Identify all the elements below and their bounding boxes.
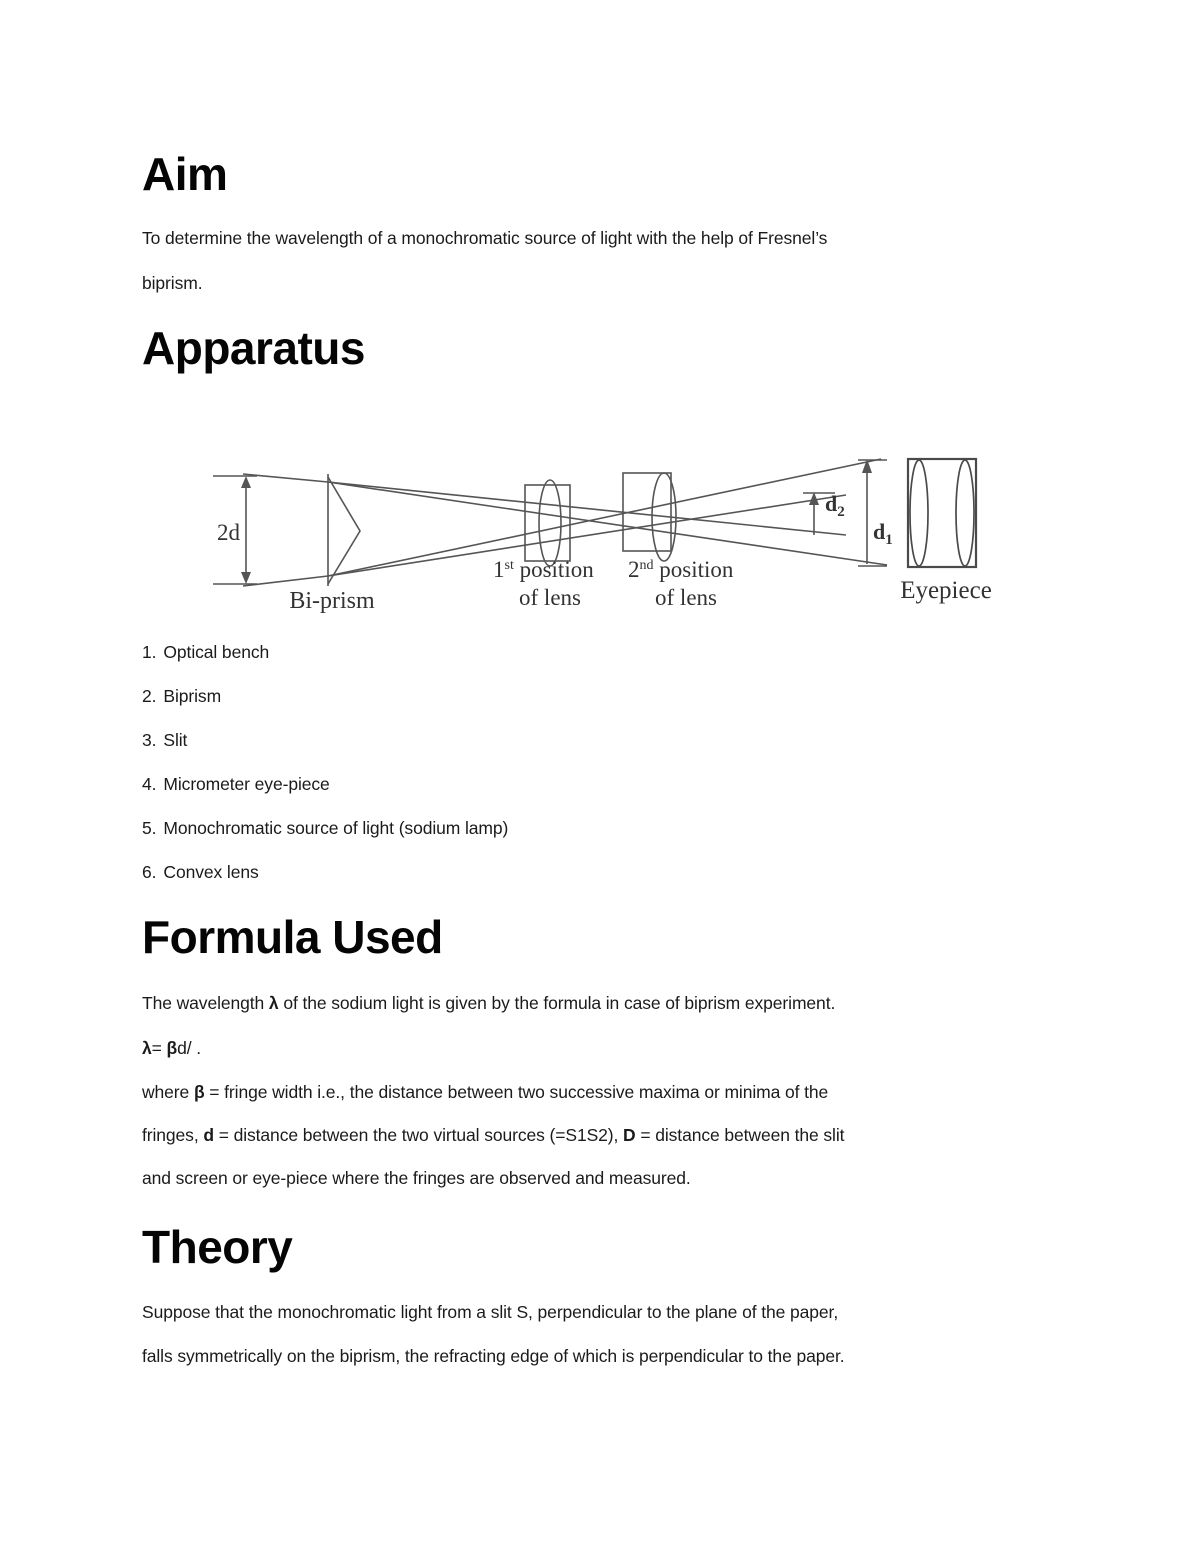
text-segment: = fringe width i.e., the distance between two successive maxima or minima of the [204,1082,829,1102]
label-lens2-position [628,557,734,582]
lens1-ordinal-suffix: st [504,558,514,573]
equation-rest: d/ . [177,1038,202,1058]
biprism-experiment-diagram [213,445,1013,627]
d1-subscript: 1 [885,532,893,548]
item-number: 3. [142,730,157,750]
text-segment: The wavelength [142,993,269,1013]
apparatus-item-5 [142,816,508,840]
apparatus-item-1 [142,640,269,664]
label-lens1-position [493,557,594,582]
item-label: Optical bench [163,642,270,662]
lambda-symbol: λ [268,993,279,1013]
lambda-symbol: λ [142,1038,152,1058]
text-segment: = distance between the two virtual sources (=S1S2), [213,1125,624,1145]
apparatus-item-6 [142,860,259,884]
d2-symbol: d [825,491,838,516]
d2-subscript: 2 [837,504,845,520]
d-symbol: d [203,1125,214,1145]
formula-paragraph-line5: and screen or eye-piece where the fringes are observed and measured. [142,1168,691,1188]
text-segment: fringes, [142,1125,204,1145]
label-d1 [873,519,893,548]
capital-d-symbol: D [623,1125,636,1145]
formula-paragraph-line3 [142,1080,828,1104]
aim-heading: Aim [142,148,228,200]
text-segment: where [142,1082,194,1102]
lens1-number: 1 [493,557,505,582]
item-number: 6. [142,862,157,882]
item-label: Micrometer eye-piece [163,774,330,794]
apparatus-item-2 [142,684,221,708]
aim-paragraph-line1: To determine the wavelength of a monochromatic source of light with the help of Fresnel’s [142,228,828,248]
item-number: 1. [142,642,157,662]
lens2-ordinal-suffix: nd [639,558,654,573]
apparatus-item-3 [142,728,187,752]
equals-sign: = [151,1038,167,1058]
item-label: Monochromatic source of light (sodium lamp) [163,818,509,838]
apparatus-heading: Apparatus [142,322,365,374]
label-biprism: Bi-prism [289,588,375,614]
formula-paragraph-line1 [142,991,835,1015]
item-label: Convex lens [163,862,259,882]
aim-paragraph-line2: biprism. [142,273,203,293]
lens1-position-word: position [513,557,594,582]
beta-symbol: β [193,1082,205,1102]
apparatus-item-4 [142,772,330,796]
label-2d: 2d [217,520,240,545]
formula-paragraph-line4 [142,1123,844,1147]
beta-symbol: β [166,1038,178,1058]
item-number: 5. [142,818,157,838]
item-number: 4. [142,774,157,794]
text-segment: of the sodium light is given by the formula in case of biprism experiment. [278,993,836,1013]
eyepiece-drawing [908,459,976,567]
text-segment: = distance between the slit [635,1125,845,1145]
label-lens2-of-lens: of lens [655,585,717,610]
item-label: Slit [163,730,188,750]
theory-paragraph-line1: Suppose that the monochromatic light from a slit S, perpendicular to the plane of the paper, [142,1302,839,1322]
item-label: Biprism [163,686,222,706]
label-eyepiece: Eyepiece [900,577,992,604]
theory-heading: Theory [142,1221,293,1273]
lens2-position-word: position [653,557,734,582]
wavelength-equation [142,1036,201,1060]
label-lens1-of-lens: of lens [519,585,581,610]
theory-paragraph-line2: falls symmetrically on the biprism, the refracting edge of which is perpendicular to the paper. [142,1346,845,1366]
formula-used-heading: Formula Used [142,911,443,963]
lens2-number: 2 [628,557,640,582]
d1-symbol: d [873,519,886,544]
item-number: 2. [142,686,157,706]
